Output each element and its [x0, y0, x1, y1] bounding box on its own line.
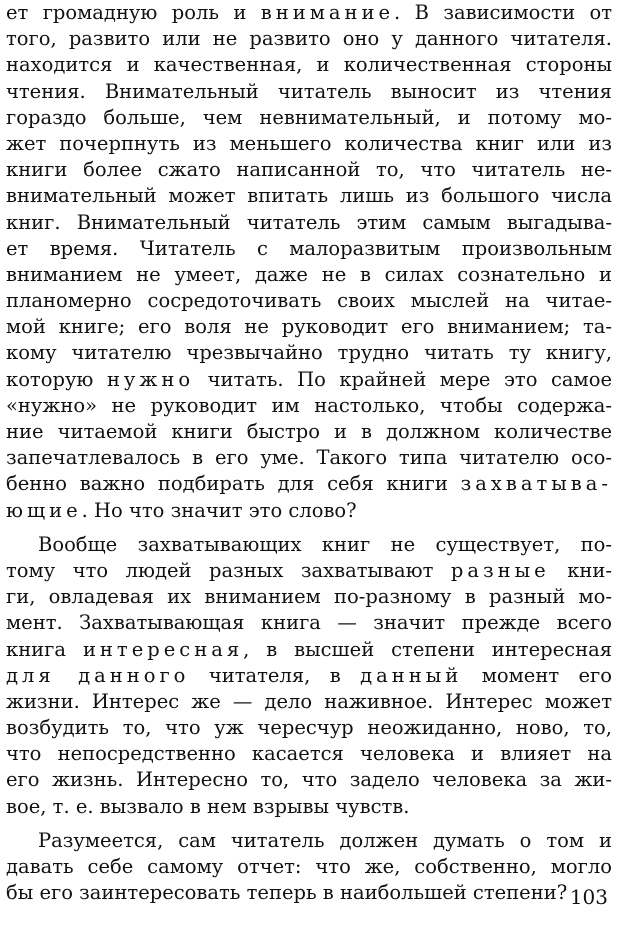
text-line: для данного читателя, в данный момент его: [6, 663, 612, 687]
text-line: Разумеется, сам читатель должен думать о том и: [38, 828, 612, 852]
text-line: книги более сжато написанной то, что читатель не-: [6, 158, 612, 182]
spaced-emphasis: разные: [450, 558, 550, 582]
text-line: тому что людей разных захватывают разные кни-: [6, 558, 612, 582]
text-line: бы его заинтересовать теперь в наибольшей степени?: [6, 881, 568, 905]
page-body-text: [6, 0, 612, 914]
paragraph: [6, 0, 612, 524]
text-line: внимательный может впитать лишь из большого числа: [6, 184, 612, 208]
spaced-emphasis: внимание: [260, 1, 395, 24]
text-line: давать себе самому отчет: что же, собственно, могло: [6, 855, 612, 878]
text-line: ет громадную роль и внимание. В зависимости от: [6, 1, 612, 24]
spaced-emphasis: нужно: [106, 367, 195, 391]
paragraph: [6, 532, 612, 820]
text-line: запечатлевалось в его уме. Такого типа читателю осо-: [6, 446, 612, 470]
text-line: находится и качественная, и количественная стороны: [6, 53, 612, 77]
page-number: 103: [569, 885, 608, 909]
text-line: ги, овладевая их вниманием по-разному в разный мо-: [6, 585, 612, 609]
text-line: его жизнь. Интересно то, что задело человека за жи-: [6, 768, 612, 792]
text-line: книг. Внимательный читатель этим самым выгадыва-: [6, 210, 612, 234]
text-line: которую нужно читать. По крайней мере это самое: [6, 367, 612, 391]
spaced-emphasis: ющие: [6, 498, 82, 522]
text-line: мент. Захватывающая книга — значит прежде всего: [6, 611, 612, 635]
spaced-emphasis: данный: [360, 663, 463, 687]
text-line: мой книге; его воля не руководит его вниманием; та-: [6, 315, 612, 339]
text-line: ющие. Но что значит это слово?: [6, 498, 357, 522]
text-line: чтения. Внимательный читатель выносит из чтения: [6, 79, 612, 103]
text-line: ние читаемой книги быстро и в должном количестве: [6, 420, 612, 443]
spaced-emphasis: захватыва-: [460, 472, 612, 496]
text-line: вое, т. е. вызвало в нем взрывы чувств.: [6, 794, 410, 818]
paragraph: [6, 828, 612, 907]
text-line: кому читателю чрезвычайно трудно читать ту книгу,: [6, 341, 612, 365]
text-line: Вообще захватывающих книг не существует, по-: [38, 532, 612, 556]
text-line: жет почерпнуть из меньшего количества книг или из: [6, 131, 612, 155]
text-line: книга интересная, в высшей степени интересная: [6, 637, 612, 661]
text-line: планомерно сосредоточивать своих мыслей на читае-: [6, 289, 612, 313]
spaced-emphasis: для данного: [6, 663, 190, 687]
spaced-emphasis: интересная: [82, 637, 244, 661]
text-line: ет время. Читатель с малоразвитым произвольным: [6, 236, 612, 260]
text-line: бенно важно подбирать для себя книги захватыва-: [6, 472, 612, 496]
text-line: возбудить то, что уж чересчур неожиданно, ново, то,: [6, 716, 612, 740]
text-line: жизни. Интерес же — дело наживное. Интерес может: [6, 689, 612, 713]
text-line: того, развито или не развито оно у данного читателя.: [6, 27, 612, 51]
text-line: что непосредственно касается человека и влияет на: [6, 742, 612, 766]
text-line: гораздо больше, чем невнимательный, и потому мо-: [6, 105, 612, 129]
text-line: вниманием не умеет, даже не в силах сознательно и: [6, 262, 612, 286]
text-line: «нужно» не руководит им настолько, чтобы содержа-: [6, 393, 612, 417]
